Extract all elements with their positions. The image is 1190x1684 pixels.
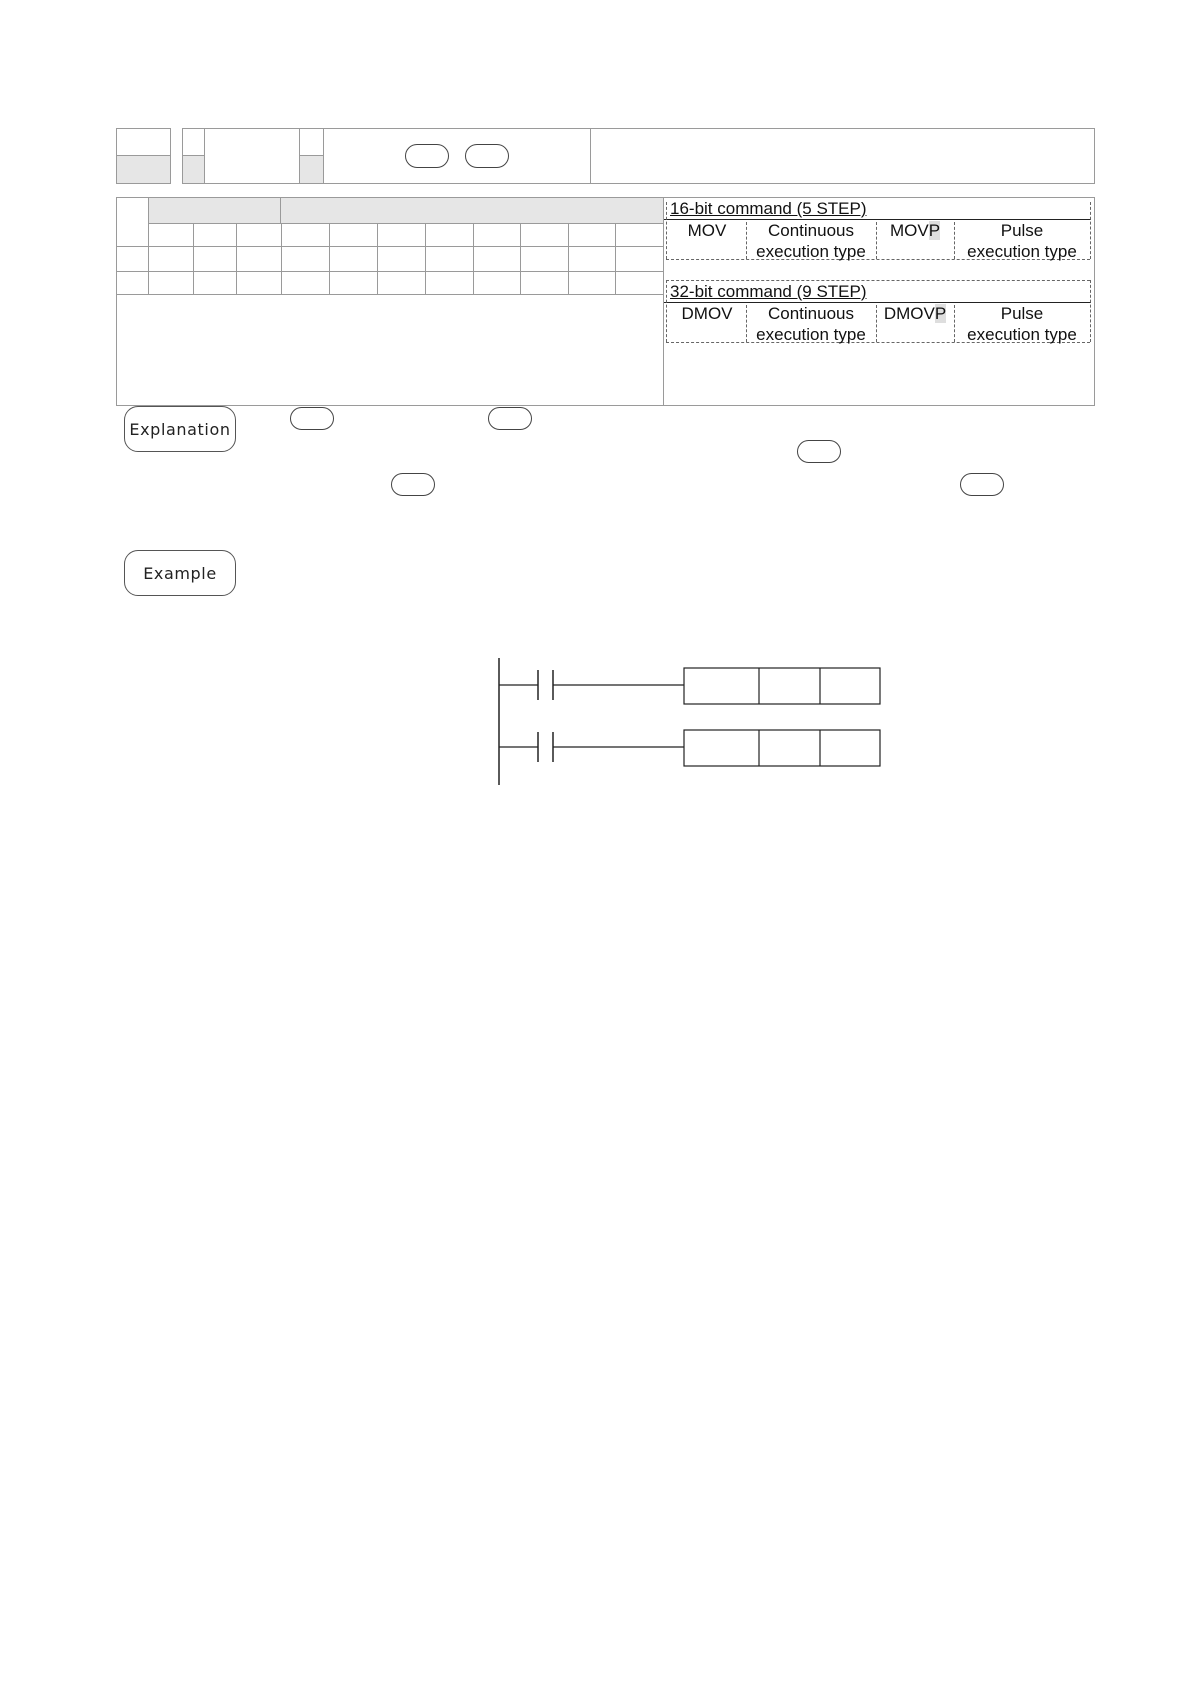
bit32-pulse-label [954,303,1090,345]
bit32-continuous-mnemonic: DMOV [681,304,733,323]
continuous-line1: Continuous [767,304,854,323]
ladder-diagram [490,650,890,790]
bit32-title-box-top [666,280,1090,281]
operand-pill-icon [290,407,334,430]
bit16-pulse-mnemonic-prefix: MOV [889,221,929,240]
bit32-pulse-mnemonic-suffix: P [934,304,947,323]
ladder-rung-1 [499,668,880,704]
pulse-line2: execution type [967,325,1077,344]
header-box-type-marker-2 [299,128,324,184]
header-box-type-marker-1 [182,128,205,184]
bit32-row-left-edge [666,280,667,342]
device-grid-col-line [520,224,521,295]
device-grid-header-bit [149,198,281,224]
header-box-type-marker-2-shaded [300,155,323,183]
continuous-line2: execution type [756,325,866,344]
operand-pill-icon [465,144,509,168]
bit32-pulse-mnemonic-prefix: DMOV [883,304,935,323]
bit16-pulse-mnemonic [876,220,954,241]
bit32-command-title: 32-bit command (9 STEP) [670,282,867,301]
header-box-api-shaded [117,155,170,183]
header-box-mnemonic [204,128,300,184]
command-info [664,198,1094,405]
bit16-continuous-mnemonic: MOV [687,221,727,240]
operand-pill-icon [391,473,435,496]
header-box-operands [323,128,591,184]
device-grid-col-line [281,224,282,295]
device-grid-col-line [193,224,194,295]
continuous-line1: Continuous [767,221,854,240]
instruction-box [684,668,880,704]
device-grid-col-line [568,224,569,295]
device-grid [117,198,664,295]
device-grid-col-line [377,224,378,295]
bit16-continuous-label [746,220,876,262]
ladder-rung-2 [499,730,880,766]
continuous-line2: execution type [756,242,866,261]
operand-pill-icon [405,144,449,168]
device-grid-col-line [236,224,237,295]
bit32-row-right-edge [1090,280,1091,342]
normally-open-contact-icon [538,670,553,700]
example-label: Example [124,550,236,596]
bit16-command-title: 16-bit command (5 STEP) [670,199,867,218]
device-grid-row-divider [117,294,664,295]
header-box-type-marker-1-shaded [183,155,204,183]
header-box-api [116,128,171,184]
explanation-label: Explanation [124,406,236,452]
bit32-pulse-mnemonic [876,303,954,324]
pulse-line1: Pulse [1000,304,1044,323]
header-box-function [590,128,1095,184]
bit16-row-right-edge [1090,202,1091,259]
operand-pill-icon [960,473,1004,496]
bit32-continuous-label [746,303,876,345]
device-grid-col-line [615,224,616,295]
device-grid-col-line [329,224,330,295]
operand-pill-icon [797,440,841,463]
device-grid-row-divider [117,271,664,272]
device-grid-col-line [425,224,426,295]
device-grid-row-divider [117,246,664,247]
pulse-line1: Pulse [1000,221,1044,240]
instruction-box [684,730,880,766]
device-grid-header-word [281,198,664,224]
pulse-line2: execution type [967,242,1077,261]
normally-open-contact-icon [538,732,553,762]
device-grid-col-line [473,224,474,295]
bit16-pulse-label [954,220,1090,262]
bit16-row-left-edge [666,202,667,259]
bit16-pulse-mnemonic-suffix: P [928,221,941,240]
operand-pill-icon [488,407,532,430]
spec-box [116,197,1095,406]
